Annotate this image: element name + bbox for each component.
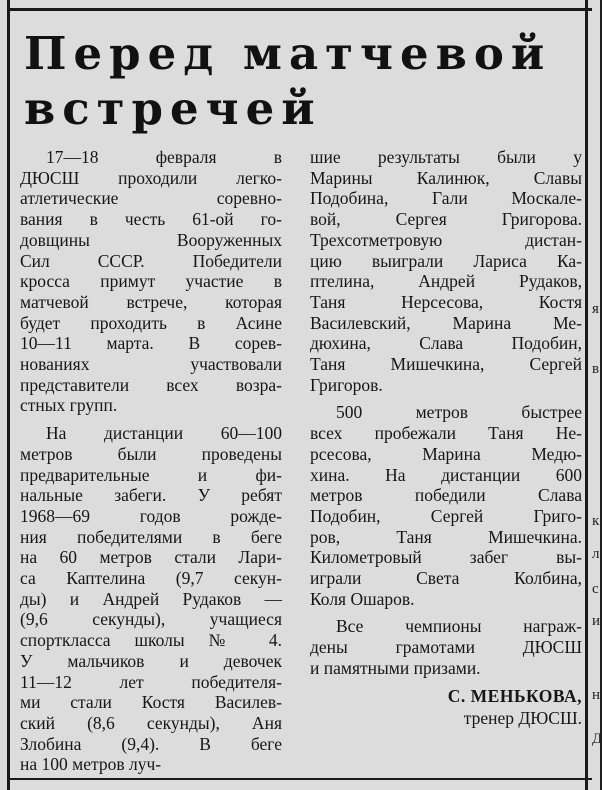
- line-text: ДЮСШ проходили легко-: [20, 167, 282, 188]
- line-text: шие результаты были у: [310, 147, 582, 167]
- line-text: довщины Вооруженных: [20, 229, 282, 250]
- edge-fragment: н: [592, 687, 601, 703]
- edge-fragment: Д: [592, 731, 602, 747]
- frame-rule-bottom: [7, 778, 592, 780]
- article-text-line: [310, 402, 582, 423]
- article-text-line: [310, 333, 582, 354]
- article-text-line: [20, 230, 282, 251]
- article-text-line: [310, 230, 582, 251]
- line-text: 11—12 лет победителя-: [20, 671, 282, 692]
- article-text-line: [310, 209, 582, 230]
- line-text: играли Света Колбина,: [310, 568, 582, 589]
- paragraph-sprint-results: [20, 423, 282, 775]
- edge-fragment: л: [592, 546, 600, 562]
- line-text: У мальчиков и девочек: [20, 650, 282, 671]
- article-text-line: [310, 292, 582, 313]
- edge-fragment: с: [592, 581, 599, 597]
- frame-rule-top: [7, 8, 592, 11]
- article-text-line: [310, 354, 582, 375]
- article-text-line: [20, 333, 282, 354]
- article-text-line: [310, 616, 582, 637]
- article-text-line: [20, 568, 282, 589]
- article-text-line: [20, 672, 282, 693]
- line-text: метров победили Слава: [310, 485, 582, 506]
- article-text-line: [20, 168, 282, 189]
- article-text-line: [20, 527, 282, 548]
- line-text: стных групп.: [20, 395, 118, 416]
- line-text: ский (8,6 секунды), Аня: [20, 712, 282, 733]
- author-name: С. МЕНЬКОВА,: [447, 685, 582, 706]
- line-text: ды) и Андрей Рудаков —: [20, 588, 282, 609]
- line-text: Трехсотметровую дистан-: [310, 229, 582, 250]
- line-text: хина. На дистанции 600: [310, 464, 582, 485]
- line-text: кросса примут участие в: [20, 271, 282, 292]
- edge-fragment: и: [592, 613, 601, 629]
- article-text-line: [310, 589, 582, 610]
- article-text-line: [20, 395, 282, 416]
- line-text: са Каптелина (9,7 секун-: [20, 568, 282, 589]
- line-text: Все чемпионы награж-: [336, 616, 582, 637]
- article-text-line: [310, 168, 582, 189]
- article-text-line: [20, 444, 282, 465]
- line-text: Подобин, Сергей Григо-: [310, 505, 582, 526]
- article-text-line: [310, 375, 582, 396]
- line-text: атлетические соревно-: [20, 188, 282, 209]
- line-text: ния победителями в беге: [20, 526, 282, 547]
- article-column-left: [20, 147, 282, 775]
- article-text-line: [20, 375, 282, 396]
- line-text: ров, Таня Мишечкина.: [310, 526, 582, 547]
- line-text: Марины Калинюк, Славы: [310, 167, 582, 188]
- article-column-right: [310, 147, 582, 729]
- article-text-line: [20, 251, 282, 272]
- article-text-line: [310, 547, 582, 568]
- article-text-line: [310, 465, 582, 486]
- paragraph-intro: [20, 147, 282, 416]
- article-text-line: [20, 147, 282, 168]
- line-text: нальные забеги. У ребят: [20, 485, 282, 506]
- article-text-line: [310, 568, 582, 589]
- article-text-line: [20, 589, 282, 610]
- line-text: представители всех возра-: [20, 374, 282, 395]
- article-text-line: [310, 506, 582, 527]
- line-text: (9,6 секунды), учащиеся: [20, 609, 282, 630]
- line-text: и памятными призами.: [310, 657, 481, 678]
- line-text: Коля Ошаров.: [310, 588, 415, 609]
- line-text: 10—11 марта. В сорев-: [20, 333, 282, 354]
- article-text-line: [310, 658, 582, 679]
- line-text: 17—18 февраля в: [46, 147, 282, 167]
- frame-rule-right: [585, 0, 588, 790]
- line-text: птелина, Андрей Рудаков,: [310, 271, 582, 292]
- article-text-line: [20, 292, 282, 313]
- article-text-line: [20, 313, 282, 334]
- line-text: Таня Нерсесова, Костя: [310, 291, 582, 312]
- edge-fragment: я: [592, 301, 599, 317]
- line-text: Григоров.: [310, 374, 383, 395]
- article-text-line: [20, 692, 282, 713]
- article-text-line: [310, 485, 582, 506]
- line-text: 500 метров быстрее: [336, 402, 582, 423]
- article-text-line: [20, 609, 282, 630]
- line-text: вой, Сергея Григорова.: [310, 209, 582, 230]
- line-text: будет проходить в Асине: [20, 312, 282, 333]
- paragraph-awards: [310, 616, 582, 678]
- article-text-line: [20, 423, 282, 444]
- line-text: на 100 метров луч-: [20, 754, 162, 775]
- line-text: спорткласса школы № 4.: [20, 630, 282, 651]
- article-text-line: [20, 188, 282, 209]
- line-text: Таня Мишечкина, Сергей: [310, 354, 582, 375]
- article-text-line: [20, 651, 282, 672]
- article-text-line: [310, 313, 582, 334]
- line-text: всех пробежали Таня Не-: [310, 423, 582, 444]
- line-text: Злобина (9,4). В беге: [20, 733, 282, 754]
- edge-fragment: к: [592, 513, 600, 529]
- article-text-line: [310, 147, 582, 168]
- article-text-line: [20, 713, 282, 734]
- line-text: На дистанции 60—100: [46, 423, 282, 444]
- article-text-line: [310, 423, 582, 444]
- line-text: Сил СССР. Победители: [20, 250, 282, 271]
- author-title: тренер ДЮСШ.: [463, 707, 582, 728]
- article-text-line: [20, 271, 282, 292]
- line-text: Километровый забег вы-: [310, 547, 582, 568]
- article-text-line: [20, 209, 282, 230]
- edge-fragment: в: [592, 361, 600, 377]
- article-text-line: [20, 506, 282, 527]
- line-text: Василевский, Марина Ме-: [310, 312, 582, 333]
- line-text: 1968—69 годов рожде-: [20, 505, 282, 526]
- article-text-line: [20, 630, 282, 651]
- article-text-line: [310, 188, 582, 209]
- headline-line-1: Перед матчевой: [24, 27, 552, 80]
- article-signature: [310, 685, 582, 729]
- article-text-line: [20, 465, 282, 486]
- frame-rule-left: [7, 0, 10, 790]
- line-text: предварительные и фи-: [20, 464, 282, 485]
- article-text-line: [310, 251, 582, 272]
- article-text-line: [20, 485, 282, 506]
- line-text: ми стали Костя Василев-: [20, 692, 282, 713]
- line-text: на 60 метров стали Лари-: [20, 547, 282, 568]
- article-text-line: [20, 354, 282, 375]
- article-text-line: [20, 547, 282, 568]
- line-text: цию выиграли Лариса Ка-: [310, 250, 582, 271]
- article-text-line: [310, 637, 582, 658]
- paragraph-100m-300m-results: [310, 147, 582, 395]
- line-text: дюхина, Слава Подобин,: [310, 333, 582, 354]
- headline-line-2: встречей: [24, 82, 322, 135]
- article-text-line: [20, 754, 282, 775]
- line-text: матчевой встрече, которая: [20, 291, 282, 312]
- line-text: нованиях участвовали: [20, 354, 282, 375]
- article-text-line: [20, 734, 282, 755]
- article-headline: [24, 26, 579, 136]
- line-text: дены грамотами ДЮСШ: [310, 637, 582, 658]
- article-text-line: [310, 444, 582, 465]
- line-text: вания в честь 61-ой го-: [20, 209, 282, 230]
- line-text: рсесова, Марина Медю-: [310, 443, 582, 464]
- line-text: метров были проведены: [20, 443, 282, 464]
- article-text-line: [310, 527, 582, 548]
- paragraph-500m-1000m-results: [310, 402, 582, 609]
- line-text: Подобина, Гали Москале-: [310, 188, 582, 209]
- article-text-line: [310, 271, 582, 292]
